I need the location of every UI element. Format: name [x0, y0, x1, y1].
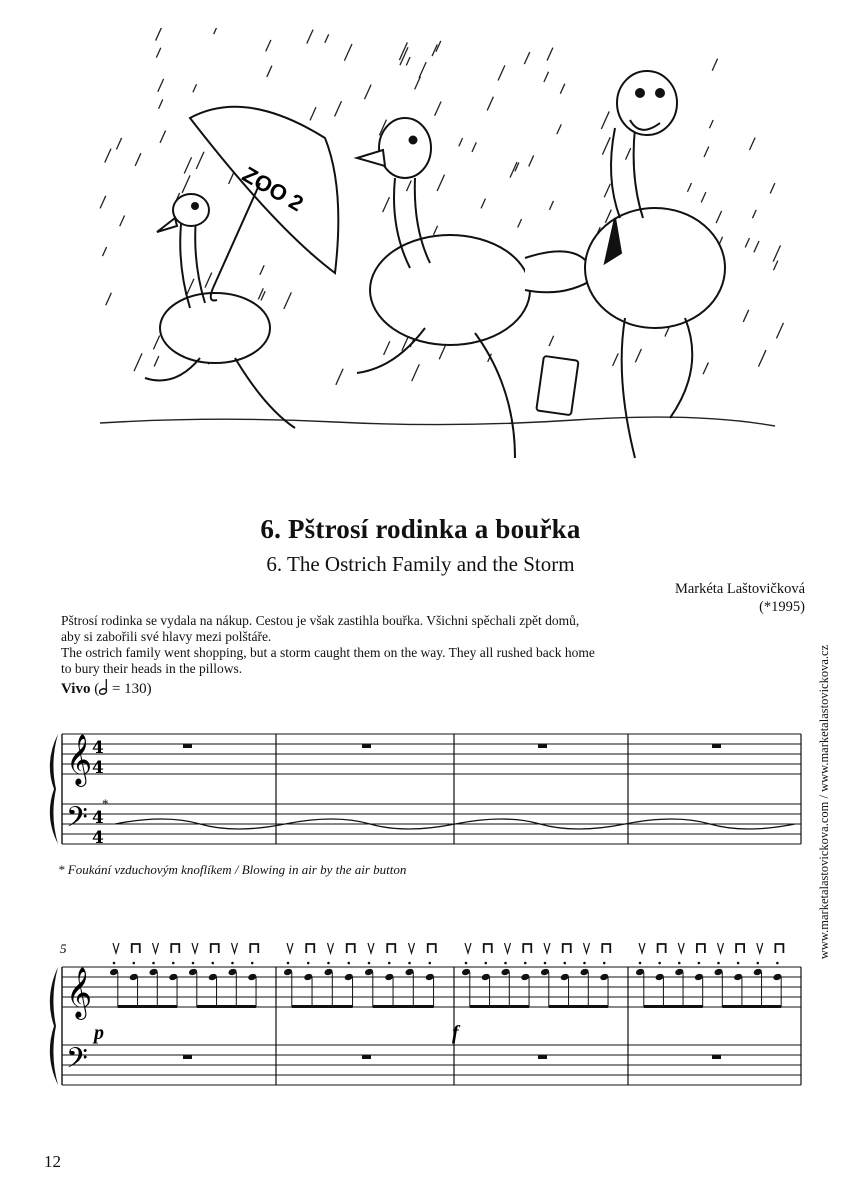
half-note-icon — [99, 679, 108, 695]
rain-stroke — [383, 197, 390, 212]
rain-stroke — [752, 210, 756, 218]
rain-stroke — [156, 28, 162, 41]
note-beam — [373, 1005, 434, 1008]
rain-stroke — [745, 238, 749, 247]
umbrella-text: ZOO 2 — [238, 161, 308, 217]
rain-stroke — [116, 138, 121, 150]
rain-stroke — [716, 211, 721, 223]
rain-stroke — [156, 48, 160, 58]
rain-stroke — [325, 34, 329, 43]
rain-stroke — [182, 175, 190, 193]
piece-title: 6. Pštrosí rodinka a bouřka — [260, 514, 581, 544]
rain-stroke — [193, 84, 197, 92]
rain-stroke — [120, 215, 125, 226]
eighth-note — [520, 962, 530, 1007]
eighth-note — [694, 962, 704, 1007]
eighth-note — [149, 962, 159, 1007]
pull-bellows-mark — [523, 944, 531, 953]
rain-stroke — [549, 336, 554, 346]
push-bellows-mark — [718, 943, 724, 953]
composer-born: (*1995) — [759, 599, 805, 615]
rain-stroke — [310, 107, 316, 120]
rain-stroke — [481, 199, 485, 209]
rain-stroke — [267, 66, 272, 77]
rain-stroke — [419, 62, 426, 78]
whole-rests-treble — [183, 744, 721, 748]
svg-text:4: 4 — [92, 808, 104, 828]
treble-clef-icon-2: 𝄞 — [66, 967, 93, 1018]
rain-stroke — [754, 241, 759, 252]
push-bellows-mark — [113, 943, 119, 953]
eighth-note — [188, 962, 198, 1007]
eighth-note — [168, 962, 178, 1007]
rain-stroke — [704, 147, 709, 157]
rain-stroke — [187, 279, 194, 296]
rain-stroke — [344, 44, 352, 61]
rain-stroke — [105, 149, 111, 163]
rain-stroke — [214, 28, 221, 34]
push-bellows-mark — [505, 943, 511, 953]
tempo-value: = 130) — [108, 681, 152, 697]
rain-stroke — [687, 183, 691, 192]
rain-stroke — [335, 101, 342, 116]
eighth-note — [655, 962, 665, 1007]
treble-staff-1 — [62, 734, 801, 774]
rain-stroke — [557, 124, 561, 134]
rain-stroke — [601, 111, 609, 129]
push-bellows-mark — [757, 943, 763, 953]
rain-stroke — [435, 101, 441, 115]
footnote: * Foukání vzduchovým knoflíkem / Blowing in air by the air button — [58, 862, 407, 877]
push-bellows-mark — [678, 943, 684, 953]
bass-staff-2 — [62, 1045, 801, 1085]
rain-stroke — [635, 349, 641, 362]
rain-stroke — [412, 364, 420, 381]
pull-bellows-mark — [697, 944, 705, 953]
eighth-note — [303, 962, 313, 1007]
rain-stroke — [665, 327, 669, 336]
eighth-note — [364, 962, 374, 1007]
rain-stroke — [544, 72, 549, 82]
rain-stroke — [524, 52, 529, 64]
rain-stroke — [487, 97, 493, 111]
eighth-note — [580, 962, 590, 1007]
push-bellows-mark — [192, 943, 198, 953]
note-beam — [118, 1005, 177, 1008]
rain-stroke — [758, 350, 765, 367]
bass-clef-icon-2: 𝄢 — [66, 1042, 88, 1082]
rain-stroke — [158, 79, 164, 92]
rain-stroke — [472, 142, 476, 152]
pull-bellows-mark — [736, 944, 744, 953]
rain-stroke — [196, 152, 204, 169]
svg-text:4: 4 — [92, 758, 104, 778]
pull-bellows-mark — [132, 944, 140, 953]
rain-stroke — [153, 335, 159, 349]
ostrich-with-umbrella — [145, 107, 338, 428]
rain-stroke — [406, 57, 410, 65]
rain-stroke — [134, 353, 142, 371]
note-beam — [644, 1005, 703, 1008]
piece-subtitle: 6. The Ostrich Family and the Storm — [266, 552, 575, 576]
rain-stroke — [776, 323, 783, 339]
pull-bellows-mark — [250, 944, 258, 953]
rain-stroke — [433, 226, 437, 235]
note-beam — [549, 1005, 608, 1008]
rain-stroke — [384, 341, 390, 355]
rain-stroke — [773, 245, 780, 261]
ostrich-family-illustration — [95, 28, 785, 478]
rain-stroke — [498, 65, 505, 80]
pull-bellows-mark — [602, 944, 610, 953]
eighth-note — [560, 962, 570, 1007]
pull-bellows-mark — [484, 944, 492, 953]
grand-staff-brace — [50, 734, 58, 844]
score-system-2 — [40, 935, 810, 1095]
eighth-note — [344, 962, 354, 1007]
tempo-marking — [61, 679, 152, 698]
rain-stroke — [613, 353, 619, 365]
push-bellows-mark — [639, 943, 645, 953]
grand-staff-brace-2 — [50, 967, 58, 1085]
eighth-note — [109, 962, 119, 1007]
composer-name: Markéta Laštovičková — [674, 581, 805, 597]
rain-stroke — [205, 273, 212, 288]
rain-stroke — [406, 181, 411, 192]
note-beam — [722, 1005, 781, 1008]
whole-rests-bass — [183, 1055, 721, 1059]
sidebar-url: www.marketalastovickova.com / www.marketalastovickova.cz — [817, 644, 831, 960]
rain-stroke — [103, 247, 107, 256]
rain-stroke — [106, 293, 112, 306]
rain-stroke — [415, 77, 421, 90]
barlines-1 — [276, 734, 801, 844]
rain-stroke — [703, 362, 708, 374]
treble-clef-icon: 𝄞 — [66, 734, 93, 785]
rain-stroke — [518, 219, 522, 228]
pull-bellows-mark — [347, 944, 355, 953]
eighth-note-runs — [109, 962, 782, 1008]
bass-staff-1 — [62, 804, 801, 844]
push-bellows-mark — [153, 943, 159, 953]
rain-stroke — [712, 59, 717, 71]
rain-stroke — [260, 265, 264, 275]
eighth-note — [481, 962, 491, 1007]
push-bellows-mark — [368, 943, 374, 953]
rain-stroke — [159, 99, 163, 108]
eighth-note — [384, 962, 394, 1007]
rain-stroke — [602, 137, 610, 154]
dynamic-forte: f — [452, 1022, 459, 1044]
rain-stroke — [459, 138, 463, 146]
note-beam — [292, 1005, 353, 1008]
pull-bellows-mark — [171, 944, 179, 953]
eighth-note — [283, 962, 293, 1007]
pull-bellows-mark — [775, 944, 783, 953]
rain-stroke — [604, 184, 610, 198]
pull-bellows-mark — [563, 944, 571, 953]
description-en-line-2: to bury their heads in the pillows. — [61, 661, 243, 676]
eighth-note — [635, 962, 645, 1007]
eighth-note — [540, 962, 550, 1007]
rain-stroke — [701, 192, 706, 202]
description-cz-line-2: aby si zabořili své hlavy mezi polštáře. — [61, 629, 272, 644]
eighth-note — [674, 962, 684, 1007]
svg-text:4: 4 — [92, 828, 104, 848]
time-signature-1 — [92, 738, 104, 848]
svg-text:4: 4 — [92, 738, 104, 758]
rain-stroke — [626, 148, 631, 160]
push-bellows-mark — [287, 943, 293, 953]
rain-stroke — [284, 292, 291, 309]
note-beam — [197, 1005, 256, 1008]
eighth-note — [208, 962, 218, 1007]
eighth-note — [129, 962, 139, 1007]
rain-stroke — [266, 40, 271, 52]
rain-stroke — [529, 155, 534, 166]
pull-bellows-mark — [306, 944, 314, 953]
dynamic-piano: p — [94, 1022, 104, 1044]
page-number: 12 — [44, 1152, 61, 1171]
rain-stroke — [774, 261, 778, 271]
piece-description — [61, 613, 661, 677]
eighth-note — [599, 962, 609, 1007]
push-bellows-mark — [544, 943, 550, 953]
rain-stroke — [743, 310, 748, 322]
tempo-open-paren: ( — [94, 681, 100, 697]
description-en-line-1: The ostrich family went shopping, but a storm caught them on the way. They all rushed back home — [61, 645, 595, 660]
rain-stroke — [307, 30, 313, 44]
rain-stroke — [770, 183, 775, 193]
pull-bellows-mark — [211, 944, 219, 953]
push-bellows-mark — [409, 943, 415, 953]
rain-stroke — [709, 120, 713, 128]
bellows-markings — [113, 943, 783, 953]
pull-bellows-mark — [658, 944, 666, 953]
push-bellows-mark — [232, 943, 238, 953]
pull-bellows-mark — [387, 944, 395, 953]
eighth-note — [324, 962, 334, 1007]
rain-stroke — [135, 153, 141, 166]
composer-block — [675, 580, 805, 616]
rain-stroke — [336, 369, 343, 385]
rain-stroke — [160, 131, 166, 143]
bass-clef-icon: 𝄢 — [66, 801, 88, 841]
rain-stroke — [365, 85, 372, 100]
rain-stroke — [437, 175, 444, 191]
rain-stroke — [547, 48, 553, 61]
rain-stroke — [560, 84, 565, 94]
ground-line — [100, 417, 775, 426]
footnote-asterisk: * — [102, 796, 109, 811]
eighth-note — [753, 962, 763, 1007]
eighth-note — [228, 962, 238, 1007]
eighth-note — [714, 962, 724, 1007]
description-cz-line-1: Pštrosí rodinka se vydala na nákup. Cestou je však zastihla bouřka. Všichni spěchali zpět domů, — [61, 613, 580, 628]
eighth-note — [461, 962, 471, 1007]
treble-staff-2 — [62, 967, 801, 1007]
push-bellows-mark — [328, 943, 334, 953]
rain-stroke — [184, 157, 191, 173]
rain-stroke — [154, 356, 159, 366]
measure-number: 5 — [60, 941, 67, 956]
rain-stroke — [549, 201, 553, 210]
eighth-note — [733, 962, 743, 1007]
eighth-note — [247, 962, 257, 1007]
note-beam — [470, 1005, 529, 1008]
eighth-note — [501, 962, 511, 1007]
rain-stroke — [750, 138, 756, 150]
push-bellows-mark — [465, 943, 471, 953]
eighth-note — [772, 962, 782, 1007]
rain-stroke — [439, 345, 446, 360]
score-system-1 — [40, 722, 810, 862]
rain-stroke — [100, 196, 106, 209]
pull-bellows-mark — [428, 944, 436, 953]
push-bellows-mark — [584, 943, 590, 953]
tempo-word: Vivo — [61, 681, 91, 697]
eighth-note — [425, 962, 435, 1007]
eighth-note — [405, 962, 415, 1007]
